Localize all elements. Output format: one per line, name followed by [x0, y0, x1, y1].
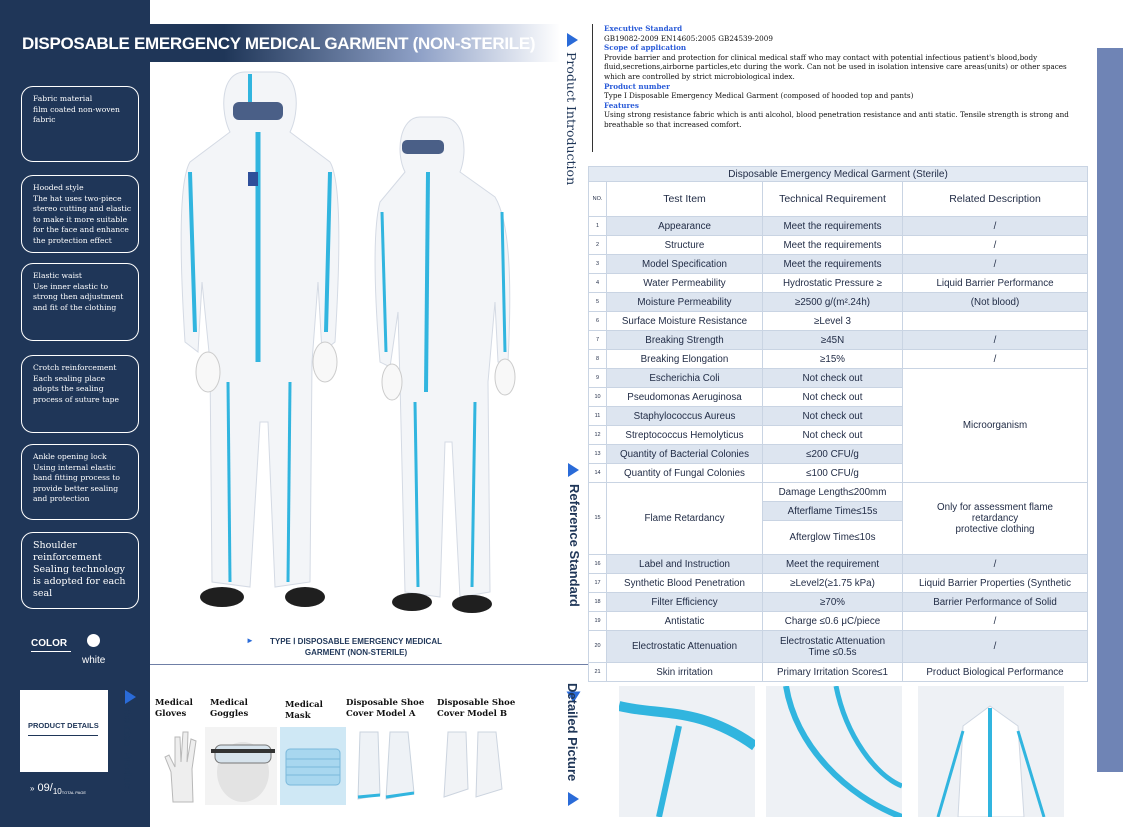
caption-line-1: TYPE Ⅰ DISPOSABLE EMERGENCY MEDICAL	[269, 637, 442, 646]
triangle-right-icon	[567, 33, 578, 47]
row-req: Meet the requirement	[763, 555, 903, 574]
detail-photo-sleeve	[619, 686, 755, 817]
table-row	[589, 555, 1088, 574]
feature-title: Fabric material	[33, 94, 93, 103]
row-req: ≤200 CFU/g	[763, 445, 903, 464]
caption-line-2: GARMENT (NON-STERILE)	[304, 648, 408, 657]
feature-elastic-waist	[21, 263, 139, 341]
req-line: Time ≤0.5s	[808, 646, 857, 658]
row-no: 21	[589, 663, 607, 682]
row-item: Structure	[607, 236, 763, 255]
executive-standard-text: GB19082-2009 EN14605:2005 GB24539-2009	[604, 33, 773, 43]
page-suffix: TOTAL PAGE	[61, 790, 87, 796]
related-product-label: Cover Model B	[437, 709, 508, 719]
product-details-label: PRODUCT DETAILS	[28, 721, 99, 730]
row-no: 6	[589, 312, 607, 331]
table-header-no: NO.	[589, 182, 607, 217]
product-introduction-text	[604, 24, 1089, 130]
row-desc: Barrier Performance of Solid	[903, 593, 1088, 612]
row-no: 11	[589, 407, 607, 426]
feature-title: Crotch reinforcement	[33, 363, 117, 372]
feature-text: film coated non-woven fabric	[33, 104, 120, 124]
triangle-right-icon	[568, 463, 579, 477]
feature-text: Using internal elastic band fitting process to provide better sealing and protection	[33, 462, 120, 503]
right-edge-tab	[1097, 48, 1123, 772]
shoe-cover-b-image	[436, 727, 516, 805]
row-item: Label and Instruction	[607, 555, 763, 574]
product-number-text: Type Ⅰ Disposable Emergency Medical Garment (composed of hooded top and pants)	[604, 91, 914, 101]
feature-ankle-opening-lock	[21, 444, 139, 520]
table-header-related-description: Related Description	[903, 182, 1088, 217]
feature-text: Sealing technology is adopted for each seal	[33, 564, 126, 599]
section-label-reference-standard: Reference Standard	[567, 484, 582, 607]
row-no: 4	[589, 274, 607, 293]
row-req	[763, 631, 903, 663]
triangle-right-icon: ►	[246, 636, 254, 645]
table-row	[589, 255, 1088, 274]
row-item: Electrostatic Attenuation	[607, 631, 763, 663]
row-req: Charge ≤0.6 μC/piece	[763, 612, 903, 631]
divider	[28, 735, 98, 736]
feature-text: Each sealing place adopts the sealing process of suture tape	[33, 373, 120, 404]
executive-standard-heading: Executive Standard	[604, 24, 683, 33]
row-req: Not check out	[763, 407, 903, 426]
row-desc: /	[903, 350, 1088, 369]
row-req: Damage Length≤200mm	[763, 483, 903, 502]
divider	[150, 664, 588, 665]
table-row	[589, 312, 1088, 331]
table-row	[589, 593, 1088, 612]
feature-text: The hat uses two-piece stereo cutting and elastic to make it more suitable for the face and enhance the protection effect	[33, 193, 132, 245]
row-item: Filter Efficiency	[607, 593, 763, 612]
scope-text: Provide barrier and protection for clinical medical staff who may contact with potential infectious patient's blood,body fluid,secretions,airborne particles,etc during the work. Can not be used in isolation intensive care areas(units) or other spaces which are controlled by strict microbiological index.	[604, 52, 1067, 81]
row-item: Appearance	[607, 217, 763, 236]
models-in-garments-illustration	[150, 62, 560, 662]
page-current: 09/	[37, 782, 53, 794]
shoe-cover-a-image	[350, 727, 430, 805]
row-item: Moisture Permeability	[607, 293, 763, 312]
row-desc: /	[903, 612, 1088, 631]
row-req: Not check out	[763, 388, 903, 407]
flame-desc-line: retardancy	[971, 513, 1019, 524]
photo-caption	[246, 636, 466, 658]
row-no: 8	[589, 350, 607, 369]
table-row	[589, 631, 1088, 663]
row-no: 15	[589, 483, 607, 555]
row-no: 1	[589, 217, 607, 236]
features-text: Using strong resistance fabric which is anti alcohol, blood penetration resistance and anti static. Tensile strength is strong and breathable so that increased comfort.	[604, 110, 1069, 129]
reference-standard-table	[588, 166, 1088, 682]
row-no: 14	[589, 464, 607, 483]
triangle-right-icon	[125, 690, 136, 704]
model-side-figure	[375, 117, 515, 613]
flame-desc-line: protective clothing	[955, 524, 1035, 535]
row-req: Hydrostatic Pressure ≥	[763, 274, 903, 293]
related-product-mask[interactable]	[285, 700, 323, 722]
bracket-line	[592, 24, 598, 152]
feature-title: Hooded style	[33, 183, 84, 192]
related-product-label: Gloves	[155, 709, 187, 719]
related-product-label: Mask	[285, 711, 311, 721]
row-item: Surface Moisture Resistance	[607, 312, 763, 331]
row-req: ≥Level 3	[763, 312, 903, 331]
goggles-image	[205, 727, 277, 805]
related-product-label: Medical	[285, 700, 323, 710]
row-req: Afterglow Time≤10s	[763, 521, 903, 555]
gloves-image	[155, 727, 205, 805]
table-caption: Disposable Emergency Medical Garment (Sterile)	[589, 167, 1088, 182]
table-row	[589, 236, 1088, 255]
detail-photo-jacket	[918, 686, 1064, 817]
table-row	[589, 350, 1088, 369]
triangle-right-icon	[568, 792, 579, 806]
row-req: ≤100 CFU/g	[763, 464, 903, 483]
feature-crotch-reinforcement	[21, 355, 139, 433]
table-row	[589, 663, 1088, 682]
row-req: ≥2500 g/(m².24h)	[763, 293, 903, 312]
row-desc-microorganism: Microorganism	[903, 369, 1088, 483]
row-req: Meet the requirements	[763, 236, 903, 255]
related-product-label: Disposable Shoe	[437, 698, 516, 708]
related-product-label: Goggles	[210, 709, 249, 719]
scope-heading: Scope of application	[604, 43, 687, 53]
row-req: ≥15%	[763, 350, 903, 369]
table-row	[589, 217, 1088, 236]
row-item: Staphylococcus Aureus	[607, 407, 763, 426]
feature-title: Ankle opening lock	[33, 452, 107, 461]
row-desc: /	[903, 255, 1088, 274]
page-title: DISPOSABLE EMERGENCY MEDICAL GARMENT (NON-STERILE)	[22, 34, 536, 53]
row-item: Streptococcus Hemolyticus	[607, 426, 763, 445]
row-desc: Liquid Barrier Performance	[903, 274, 1088, 293]
mask-image	[280, 727, 346, 805]
row-req: Meet the requirements	[763, 217, 903, 236]
section-label-related-product: Related Product	[121, 708, 133, 793]
row-desc: /	[903, 555, 1088, 574]
row-req: Primary Irritation Score≤1	[763, 663, 903, 682]
row-item: Flame Retardancy	[607, 483, 763, 555]
related-product-shoe-cover-a[interactable]	[346, 698, 424, 720]
table-row	[589, 331, 1088, 350]
row-item: Antistatic	[607, 612, 763, 631]
table-header-test-item: Test Item	[607, 182, 763, 217]
detail-photo-cuff	[766, 686, 902, 817]
page-number	[30, 782, 86, 796]
color-swatch-white	[87, 634, 100, 647]
row-item: Model Specification	[607, 255, 763, 274]
row-desc: /	[903, 631, 1088, 663]
row-no: 19	[589, 612, 607, 631]
table-row	[589, 574, 1088, 593]
row-item: Breaking Strength	[607, 331, 763, 350]
row-no: 16	[589, 555, 607, 574]
feature-title: Elastic waist	[33, 271, 82, 280]
related-product-label: Medical	[155, 698, 193, 708]
related-product-label: Medical	[210, 698, 248, 708]
product-number-heading: Product number	[604, 81, 670, 91]
related-product-label: Cover Model A	[346, 709, 416, 719]
row-item: Quantity of Fungal Colonies	[607, 464, 763, 483]
row-no: 10	[589, 388, 607, 407]
row-desc: Product Biological Performance	[903, 663, 1088, 682]
row-item: Quantity of Bacterial Colonies	[607, 445, 763, 464]
feature-shoulder-reinforcement	[21, 532, 139, 609]
row-req: Meet the requirements	[763, 255, 903, 274]
row-req: Not check out	[763, 426, 903, 445]
color-name: white	[82, 655, 106, 666]
table-row	[589, 274, 1088, 293]
table-header-technical-requirement: Technical Requirement	[763, 182, 903, 217]
row-req: Afterflame Time≤15s	[763, 502, 903, 521]
flame-desc-line: Only for assessment flame	[937, 502, 1053, 513]
row-req: ≥70%	[763, 593, 903, 612]
related-product-gloves[interactable]	[155, 698, 193, 720]
row-no: 9	[589, 369, 607, 388]
row-item: Escherichia Coli	[607, 369, 763, 388]
feature-hooded-style	[21, 175, 139, 253]
table-row	[589, 369, 1088, 388]
row-no: 2	[589, 236, 607, 255]
row-no: 12	[589, 426, 607, 445]
page-total: 10	[52, 787, 62, 797]
garment-photo	[150, 62, 560, 662]
row-req: ≥Level2(≥1.75 kPa)	[763, 574, 903, 593]
product-details-card	[20, 690, 108, 772]
row-desc	[903, 312, 1088, 331]
color-label: COLOR	[31, 638, 68, 649]
chevron-double-right-icon: »	[30, 784, 35, 793]
row-desc	[903, 483, 1088, 555]
row-desc: /	[903, 331, 1088, 350]
section-label-product-introduction: Product Introduction	[564, 52, 579, 186]
section-label-detailed-picture: Detailed Picture	[565, 683, 580, 782]
row-item: Synthetic Blood Penetration	[607, 574, 763, 593]
row-no: 20	[589, 631, 607, 663]
table-row	[589, 612, 1088, 631]
row-no: 3	[589, 255, 607, 274]
row-req: Not check out	[763, 369, 903, 388]
feature-fabric-material	[21, 86, 139, 162]
features-heading: Features	[604, 100, 639, 110]
feature-text: Use inner elastic to strong then adjustment and fit of the clothing	[33, 281, 124, 312]
row-item: Water Permeability	[607, 274, 763, 293]
row-desc: /	[903, 236, 1088, 255]
table-row-flame	[589, 483, 1088, 502]
row-item: Skin irritation	[607, 663, 763, 682]
row-item: Pseudomonas Aeruginosa	[607, 388, 763, 407]
row-no: 7	[589, 331, 607, 350]
table-row	[589, 293, 1088, 312]
row-desc: /	[903, 217, 1088, 236]
row-req: ≥45N	[763, 331, 903, 350]
row-item: Breaking Elongation	[607, 350, 763, 369]
row-no: 18	[589, 593, 607, 612]
related-product-label: Disposable Shoe	[346, 698, 425, 708]
row-desc: Liquid Barrier Properties (Synthetic	[903, 574, 1088, 593]
divider	[31, 651, 71, 652]
related-product-goggles[interactable]	[210, 698, 248, 720]
model-front-figure	[181, 72, 339, 607]
row-no: 17	[589, 574, 607, 593]
req-line: Electrostatic Attenuation	[779, 635, 886, 647]
row-desc: (Not blood)	[903, 293, 1088, 312]
related-product-shoe-cover-b[interactable]	[437, 698, 515, 720]
row-no: 5	[589, 293, 607, 312]
feature-title: Shoulder reinforcement	[33, 540, 102, 563]
row-no: 13	[589, 445, 607, 464]
